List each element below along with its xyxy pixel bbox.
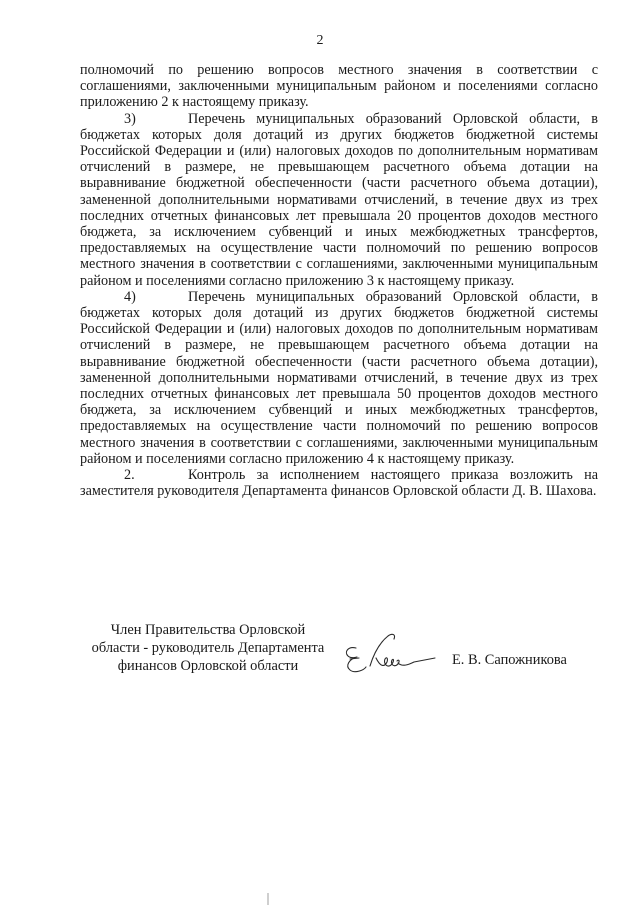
signatory-position-line: области - руководитель Департамента (91, 640, 325, 656)
paragraph-text: Перечень муниципальных образований Орловской области, в бюджетах которых доля дотаций из других бюджетов бюджетной системы Российской Федерации и (или) налоговых доходов по дополнительным нормативам отчислений в размере, не превышающем расчетного объема дотации на выравнивание бюджетной обеспеченности (части расчетного объема дотации), замененной дополнительными нормативами отчислений, в течение двух из трех последних отчетных финансовых лет превышала 20 процентов доходов местного бюджета, за исключением субвенций и иных межбюджетных трансфертов, предоставляемых на осуществление части полномочий по решению вопросов местного значения в соответствии с соглашениями, заключенными муниципальным районом и поселениями согласно приложению 3 к настоящему приказу. (80, 110, 598, 289)
list-item-number: 4) (124, 288, 136, 305)
signatory-name: Е. В. Сапожникова (452, 652, 567, 668)
signatory-position-line: Член Правительства Орловской (110, 622, 306, 638)
paragraph-continuation (80, 62, 598, 111)
list-item-number: 3) (124, 110, 136, 127)
clause-number: 2. (124, 467, 135, 484)
document-body (80, 62, 598, 499)
list-item-3 (80, 111, 598, 289)
signatory-position-line: финансов Орловской области (117, 658, 299, 674)
page-number: 2 (316, 33, 324, 48)
handwritten-signature (340, 626, 438, 676)
signatory-position (78, 621, 338, 675)
paragraph-text: Контроль за исполнением настоящего приказа возложить на заместителя руководителя Департамента финансов Орловской области Д. В. Шахова. (80, 467, 598, 500)
scan-artifact (267, 893, 269, 905)
paragraph-text: Перечень муниципальных образований Орловской области, в бюджетах которых доля дотаций из других бюджетов бюджетной системы Российской Федерации и (или) налоговых доходов по дополнительным нормативам отчислений в размере, не превышающем расчетного объема дотации на выравнивание бюджетной обеспеченности (части расчетного объема дотации), замененной дополнительными нормативами отчислений, в течение двух из трех последних отчетных финансовых лет превышала 50 процентов доходов местного бюджета, за исключением субвенций и иных межбюджетных трансфертов, предоставляемых на осуществление части полномочий по решению вопросов местного значения в соответствии с соглашениями, заключенными муниципальным районом и поселениями согласно приложению 4 к настоящему приказу. (80, 288, 598, 467)
paragraph-text: полномочий по решению вопросов местного значения в соответствии с соглашениями, заключенными муниципальным районом и поселениями согласно приложению 2 к настоящему приказу. (80, 62, 598, 111)
clause-2 (80, 467, 598, 499)
list-item-4 (80, 289, 598, 467)
